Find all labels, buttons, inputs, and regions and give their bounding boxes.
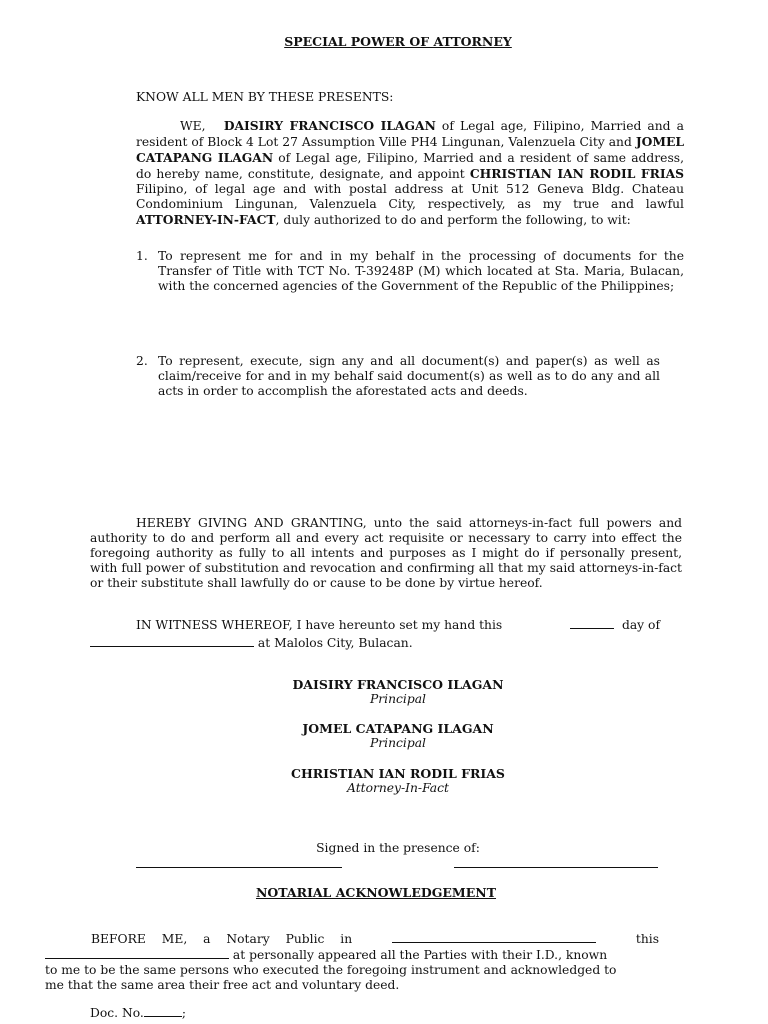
intro-text-2: of Legal age, Filipino, Married and a resident of same address, do hereby name, constitute, designate, and appoint xyxy=(136,151,684,181)
witness-text-2: day of xyxy=(621,618,660,632)
notarial-line-4: me that the same area their free act and voluntary deed. xyxy=(45,978,400,992)
signatory-block xyxy=(0,677,768,707)
intro-paragraph xyxy=(136,118,684,228)
know-all-heading: KNOW ALL MEN BY THESE PRESENTS: xyxy=(136,90,394,104)
signatory-name: JOMEL CATAPANG ILAGAN xyxy=(302,721,494,736)
signatory-name: CHRISTIAN IAN RODIL FRIAS xyxy=(291,766,505,781)
notarial-paragraph xyxy=(45,931,659,993)
doc-no-field xyxy=(90,1005,186,1021)
list-item-number: 1. xyxy=(136,249,148,263)
witness-text-3: at Malolos City, Bulacan. xyxy=(257,636,413,650)
document-title: SPECIAL POWER OF ATTORNEY xyxy=(284,34,512,49)
hereby-paragraph: HEREBY GIVING AND GRANTING, unto the said attorneys-in-fact full powers and authority to do and perform all and every act requisite or necessary to carry into effect the foregoing authority as fully to all intents and purposes as I might do if personally present, with full power of substitution and revocation and confirming all that my said attorneys-in-fact or their substitute shall lawfully do or cause to be done by virtue hereof. xyxy=(90,516,682,590)
witness-month-blank xyxy=(90,635,254,647)
notary-date-blank xyxy=(45,947,229,959)
doc-no-end: ; xyxy=(181,1006,186,1020)
notary-location-blank xyxy=(392,931,596,943)
intro-text-1: of Legal age, Filipino, Married and a resident of Block 4 Lot 27 Assumption Ville PH4 Lingunan, Valenzuela City and xyxy=(136,119,684,149)
list-item-text: To represent, execute, sign any and all document(s) and paper(s) as well as claim/receive for and in my behalf said document(s) as well as to do any and all acts in order to accomplish the aforestated acts and deeds. xyxy=(158,354,660,398)
list-item xyxy=(136,354,660,402)
witness-paragraph xyxy=(90,616,660,652)
signatory-role: Principal xyxy=(370,736,426,750)
signatory-role: Attorney-In-Fact xyxy=(347,781,449,795)
intro-we: WE, xyxy=(180,119,206,133)
principal-1-name: DAISIRY FRANCISCO ILAGAN xyxy=(223,118,436,133)
notarial-this-text: this xyxy=(635,932,660,946)
signed-presence-label: Signed in the presence of: xyxy=(316,841,480,855)
attorney-in-fact-label: ATTORNEY-IN-FACT xyxy=(136,212,276,227)
witness-signature-line-right xyxy=(454,867,658,868)
witness-day-blank xyxy=(570,617,614,629)
signatory-role: Principal xyxy=(370,692,426,706)
witness-signature-line-left xyxy=(136,867,342,868)
notarial-appeared-text: at personally appeared all the Parties with their I.D., known xyxy=(232,948,608,962)
notarial-line-3: to me to be the same persons who executed the foregoing instrument and acknowledged to xyxy=(45,963,617,977)
list-item-text: To represent me for and in my behalf in the processing of documents for the Transfer of Title with TCT No. T-39248P (M) which located at Sta. Maria, Bulacan, with the concerned agencies of the Government of the Republic of the Philippines; xyxy=(158,249,684,293)
list-item-number: 2. xyxy=(136,354,148,368)
notarial-title: NOTARIAL ACKNOWLEDGEMENT xyxy=(255,885,497,900)
intro-text-3: Filipino, of legal age and with postal address at Unit 512 Geneva Bldg. Chateau Condominium Lingunan, Valenzuela City, respectively, as my true and lawful xyxy=(136,182,684,211)
principal-2-name: JOMEL CATAPANG ILAGAN xyxy=(136,134,684,165)
doc-no-blank xyxy=(144,1005,182,1017)
witness-text-1: IN WITNESS WHEREOF, I have hereunto set my hand this xyxy=(136,618,503,632)
signatory-block xyxy=(0,721,768,751)
attorney-name: CHRISTIAN IAN RODIL FRIAS xyxy=(469,166,684,181)
list-item xyxy=(136,249,684,313)
intro-text-4: , duly authorized to do and perform the following, to wit: xyxy=(275,213,631,227)
notarial-before-text: BEFORE ME, a Notary Public in xyxy=(91,932,353,946)
signatory-name: DAISIRY FRANCISCO ILAGAN xyxy=(292,677,504,692)
doc-no-label: Doc. No. xyxy=(90,1006,144,1020)
signatory-block xyxy=(0,766,768,796)
